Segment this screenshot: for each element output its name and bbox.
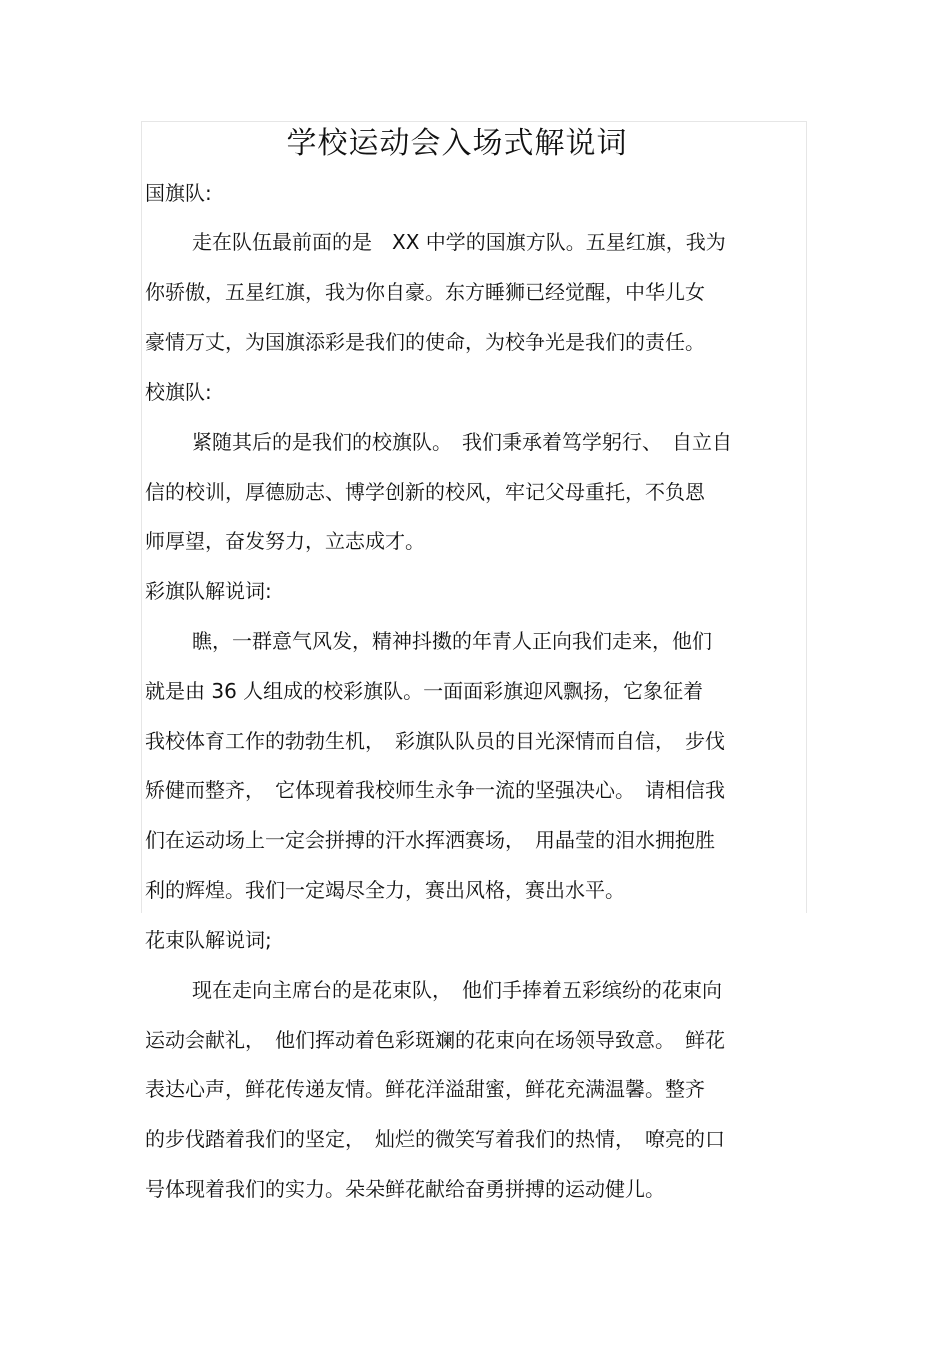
document-title: 学校运动会入场式解说词 [286, 126, 628, 161]
paragraph-line: 的步伐踏着我们的坚定， 灿烂的微笑写着我们的热情， 嘹亮的口 [145, 1127, 725, 1151]
paragraph-line: 瞧，一群意气风发，精神抖擞的年青人正向我们走来，他们 [192, 629, 712, 653]
paragraph-line: 师厚望，奋发努力，立志成才。 [145, 529, 425, 553]
paragraph-line: 信的校训，厚德励志、博学创新的校风，牢记父母重托，不负恩 [145, 480, 705, 504]
section-heading-color-flag: 彩旗队解说词: [145, 579, 272, 603]
paragraph-line: 号体现着我们的实力。朵朵鲜花献给奋勇拼搏的运动健儿。 [145, 1177, 665, 1201]
paragraph-line: 们在运动场上一定会拼搏的汗水挥洒赛场， 用晶莹的泪水拥抱胜 [145, 828, 715, 852]
paragraph-line: 我校体育工作的勃勃生机， 彩旗队队员的目光深情而自信， 步伐 [145, 729, 725, 753]
paragraph-line: 走在队伍最前面的是 XX 中学的国旗方队。五星红旗，我为 [192, 230, 726, 254]
section-heading-national-flag: 国旗队: [145, 181, 212, 205]
paragraph-line: 运动会献礼， 他们挥动着色彩斑斓的花束向在场领导致意。 鲜花 [145, 1028, 725, 1052]
paragraph-line: 你骄傲，五星红旗，我为你自豪。东方睡狮已经觉醒，中华儿女 [145, 280, 705, 304]
paragraph-line: 就是由 36 人组成的校彩旗队。一面面彩旗迎风飘扬，它象征着 [145, 679, 704, 703]
paragraph-line: 矫健而整齐， 它体现着我校师生永争一流的坚强决心。 请相信我 [145, 778, 725, 802]
paragraph-line: 表达心声，鲜花传递友情。鲜花洋溢甜蜜，鲜花充满温馨。整齐 [145, 1077, 705, 1101]
paragraph-line: 豪情万丈，为国旗添彩是我们的使命，为校争光是我们的责任。 [145, 330, 705, 354]
paragraph-line: 紧随其后的是我们的校旗队。 我们秉承着笃学躬行、 自立自 [192, 430, 732, 454]
section-heading-school-flag: 校旗队: [145, 380, 212, 404]
section-heading-flower: 花束队解说词; [145, 928, 272, 952]
paragraph-line: 现在走向主席台的是花束队， 他们手捧着五彩缤纷的花束向 [192, 978, 722, 1002]
paragraph-line: 利的辉煌。我们一定竭尽全力，赛出风格，赛出水平。 [145, 878, 625, 902]
